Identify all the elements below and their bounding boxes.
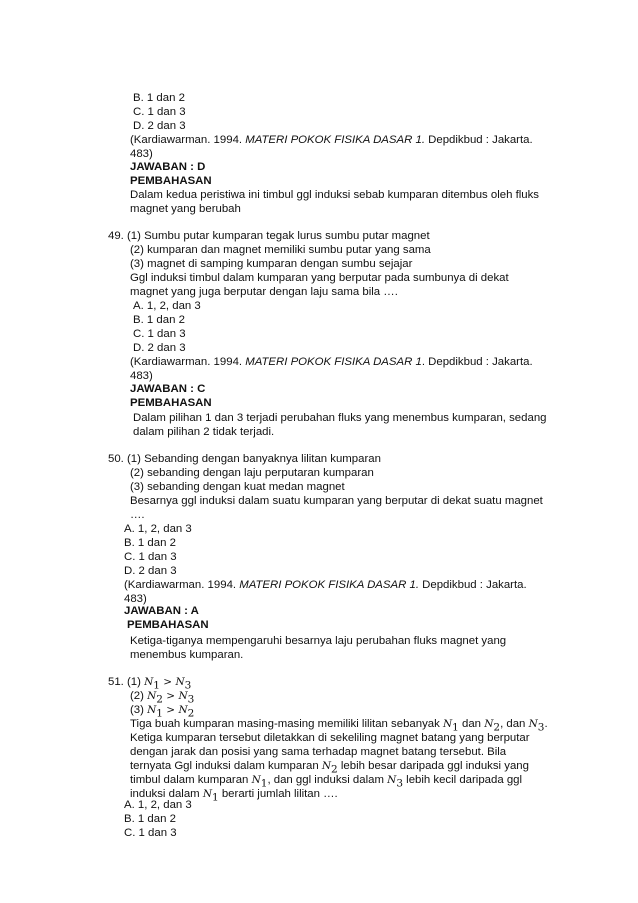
q50-stem-line3: (3) sebanding dengan kuat medan magnet <box>130 481 345 493</box>
q48-discussion-line1: Dalam kedua peristiwa ini timbul ggl induksi sebab kumparan ditembus oleh fluks <box>130 189 540 201</box>
q50-option-b: B. 1 dan 2 <box>124 537 176 549</box>
q51-gt: > <box>159 676 176 688</box>
q51-n1: N <box>144 676 154 688</box>
q49-discussion-label: PEMBAHASAN <box>130 397 212 409</box>
q51-option-b: B. 1 dan 2 <box>124 813 176 825</box>
q51-n3-sub: 3 <box>537 721 545 734</box>
q51-n1: N <box>251 774 261 786</box>
q48-ref-page: 483) <box>130 148 153 160</box>
q51-n2-sub: 2 <box>156 693 163 706</box>
q50-ref-title: MATERI POKOK FISIKA DASAR 1. <box>239 579 419 591</box>
q51-n2: N <box>484 718 494 730</box>
q50-stem-line4: Besarnya ggl induksi dalam suatu kumparan yang berputar di dekat suatu magnet <box>130 495 543 507</box>
q48-ref-title: MATERI POKOK FISIKA DASAR 1. <box>245 134 425 146</box>
q51-n1: N <box>147 704 157 716</box>
q49-stem-line4: Ggl induksi timbul dalam kumparan yang berputar pada sumbunya di dekat <box>130 272 509 284</box>
q51-n1-sub: 1 <box>260 777 268 790</box>
q49-ref-publisher: . Depdikbud : Jakarta. <box>421 356 533 368</box>
q51-n2: N <box>147 690 157 702</box>
q50-option-c: C. 1 dan 3 <box>124 551 177 563</box>
q51-n2: N <box>321 760 332 772</box>
q50-stem-line2: (2) sebanding dengan laju perputaran kumparan <box>130 467 374 479</box>
q51-gt: > <box>162 704 179 716</box>
q51-n1-sub: 1 <box>212 791 219 804</box>
q51-n3-sub: 3 <box>396 777 403 790</box>
q51-gt: > <box>162 690 179 702</box>
q48-ref-publisher: Depdikbud : Jakarta. <box>425 134 533 146</box>
q51-n2: N <box>178 704 188 716</box>
q51-n2-sub: 2 <box>187 707 195 720</box>
q50-ref-page: 483) <box>124 593 147 605</box>
q51-text: dan <box>458 718 485 730</box>
q48-discussion-line2: magnet yang berubah <box>130 203 241 215</box>
q48-option-d: D. 2 dan 3 <box>133 120 186 132</box>
q50-option-a: A. 1, 2, dan 3 <box>124 523 192 535</box>
q49-stem-line5: magnet yang juga berputar dengan laju sama bila …. <box>130 286 398 298</box>
q51-text: , dan ggl induksi dalam <box>267 774 388 786</box>
q49-answer: JAWABAN : C <box>130 383 206 395</box>
q49-reference <box>130 355 533 369</box>
q51-text: , dan <box>500 718 529 730</box>
q51-text: timbul dalam kumparan <box>130 774 252 786</box>
q49-stem-line2: (2) kumparan dan magnet memiliki sumbu putar yang sama <box>130 244 431 256</box>
q51-stem-line5: Ketiga kumparan tersebut diletakkan di sekeliling magnet batang yang berputar <box>130 732 530 744</box>
q51-n1-sub: 1 <box>452 721 459 734</box>
q50-discussion-line1: Ketiga-tiganya mempengaruhi besarnya laju perubahan fluks magnet yang <box>130 635 507 647</box>
q50-ref-author: (Kardiawarman. 1994. <box>124 579 240 591</box>
q51-text: induksi dalam <box>130 788 203 800</box>
q51-n1-sub: 1 <box>153 679 160 692</box>
q48-reference <box>130 133 533 147</box>
q51-text: Tiga buah kumparan masing-masing memiliki lilitan sebanyak <box>130 718 443 730</box>
q51-n3: N <box>387 774 397 786</box>
q51-n1-sub: 1 <box>156 707 163 720</box>
q50-answer: JAWABAN : A <box>124 605 199 617</box>
q49-ref-author: (Kardiawarman. 1994. <box>130 356 246 368</box>
q51-label-3: (3) <box>130 704 148 716</box>
q48-discussion-label: PEMBAHASAN <box>130 175 212 187</box>
q51-n3: N <box>178 690 188 702</box>
q49-option-b: B. 1 dan 2 <box>133 314 185 326</box>
q51-n1: N <box>202 788 212 800</box>
q51-option-c: C. 1 dan 3 <box>124 827 177 839</box>
q50-discussion-line2: menembus kumparan. <box>130 649 244 661</box>
q50-reference <box>124 578 527 592</box>
q48-ref-author: (Kardiawarman. 1994. <box>130 134 246 146</box>
q51-n3-sub: 3 <box>187 693 195 706</box>
q49-ref-page: 483) <box>130 370 153 382</box>
q50-option-d: D. 2 dan 3 <box>124 565 177 577</box>
q51-text: lebih kecil daripada ggl <box>403 774 523 786</box>
q49-discussion-line2: dalam pilihan 2 tidak terjadi. <box>133 426 275 438</box>
q49-ref-title: MATERI POKOK FISIKA DASAR 1 <box>245 356 422 368</box>
q48-option-b: B. 1 dan 2 <box>133 92 185 104</box>
q49-option-c: C. 1 dan 3 <box>133 328 186 340</box>
q51-option-a: A. 1, 2, dan 3 <box>124 799 192 811</box>
q51-n3: N <box>528 718 538 730</box>
q48-answer: JAWABAN : D <box>130 161 206 173</box>
q49-discussion-line1: Dalam pilihan 1 dan 3 terjadi perubahan fluks yang menembus kumparan, sedang <box>133 412 547 424</box>
q51-text: berarti jumlah lilitan …. <box>218 788 338 800</box>
q50-stem-line1: 50. (1) Sebanding dengan banyaknya lilitan kumparan <box>108 453 381 465</box>
q49-stem-line3: (3) magnet di samping kumparan dengan sumbu sejajar <box>130 258 413 270</box>
q51-n1: N <box>442 718 453 730</box>
q49-stem-line1: 49. (1) Sumbu putar kumparan tegak lurus sumbu putar magnet <box>108 230 430 242</box>
q51-stem-line6: dengan jarak dan posisi yang sama terhadap magnet batang tersebut. Bila <box>130 746 507 758</box>
q51-text: ternyata Ggl induksi dalam kumparan <box>130 760 322 772</box>
q49-option-a: A. 1, 2, dan 3 <box>133 300 201 312</box>
q51-n3: N <box>175 676 185 688</box>
q51-text: . <box>544 718 548 730</box>
q51-number: 51. (1) <box>108 676 145 688</box>
q50-discussion-label: PEMBAHASAN <box>127 619 209 631</box>
q51-n2-sub: 2 <box>331 763 338 776</box>
q51-label-2: (2) <box>130 690 148 702</box>
q49-option-d: D. 2 dan 3 <box>133 342 186 354</box>
q51-n2-sub: 2 <box>493 721 501 734</box>
q50-stem-line5: …. <box>130 509 145 521</box>
q51-text: lebih besar daripada ggl induksi yang <box>337 760 529 772</box>
q48-option-c: C. 1 dan 3 <box>133 106 186 118</box>
q51-n3-sub: 3 <box>184 679 192 692</box>
q50-ref-publisher: Depdikbud : Jakarta. <box>419 579 527 591</box>
